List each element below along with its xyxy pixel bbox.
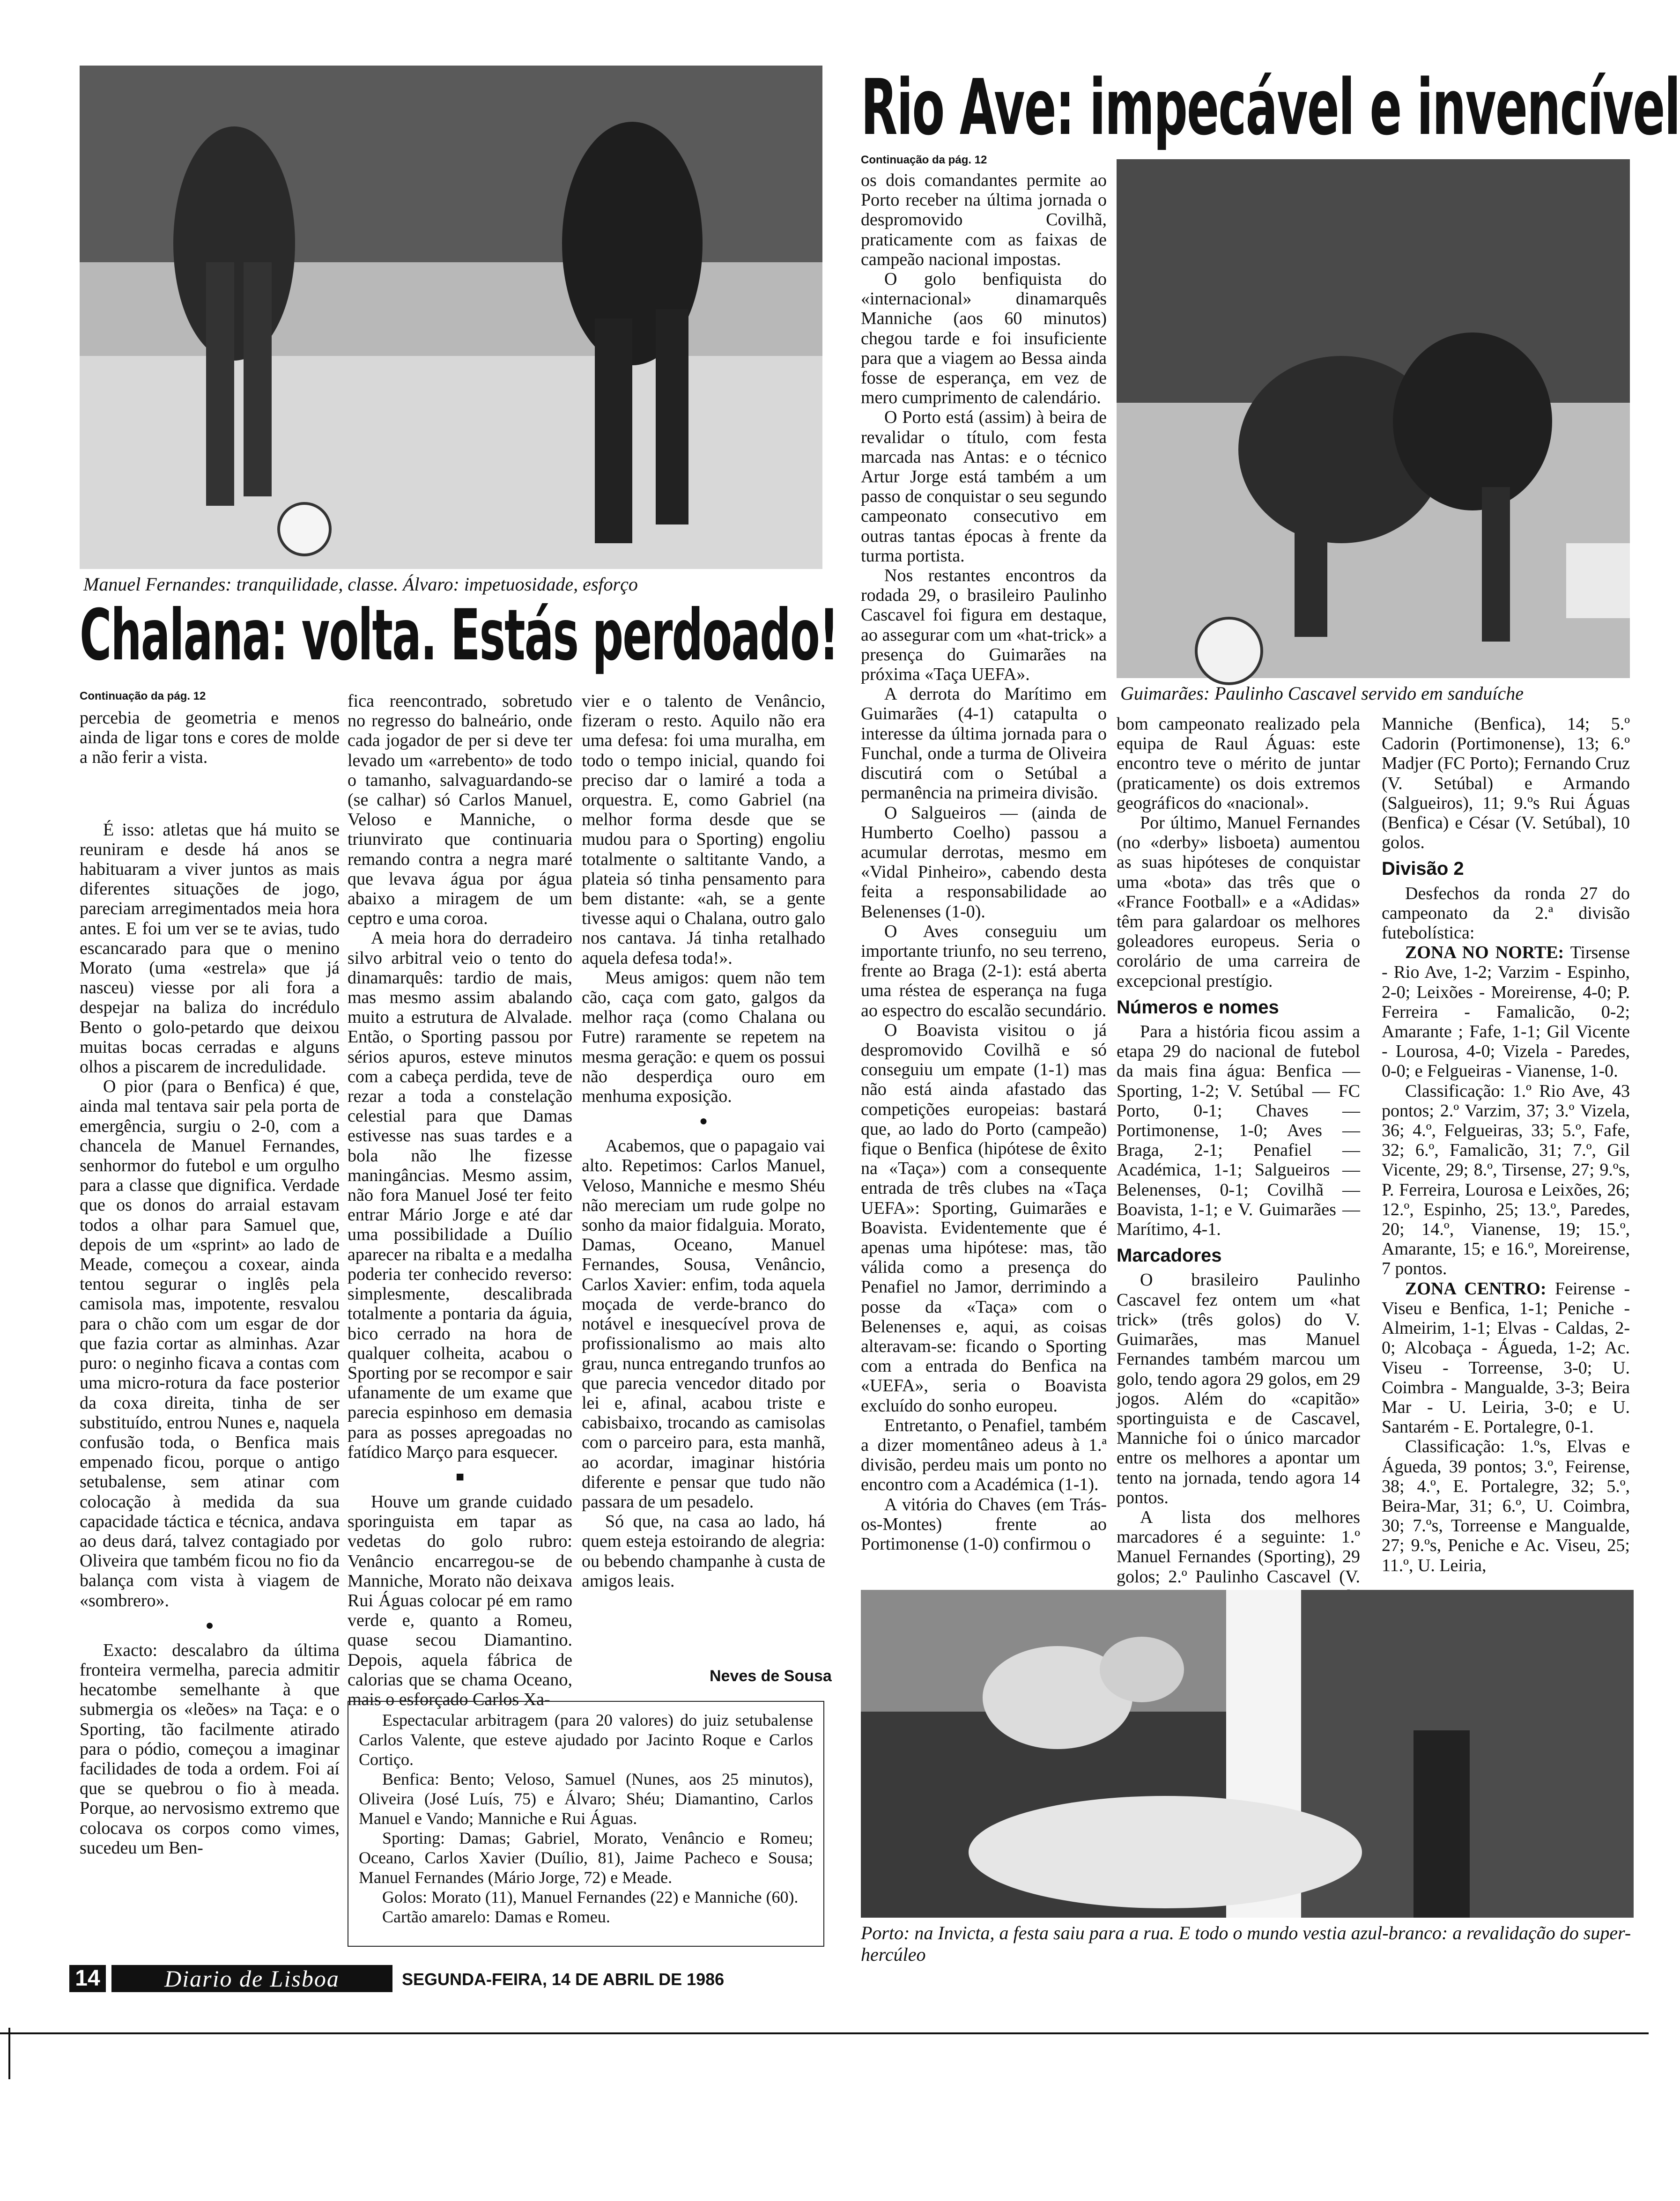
paragraph: O pior (para o Benfica) é que, ainda mal tentava sair pela porta de emergência, surgiu o 2-0, com a chancela de Manuel Fernandes, senhormor do futebol e um orgulho para a classe que dignifica. Verdade que os donos do arraial estavam todos a olhar para Samuel que, depois de um «sprint» ao lado de Meade, começou a coxear, ainda tentou segurar o inglês pela camisola mas, impotente, resvalou para o chão com um esgar de dor que fazia cortar as alminhas. Azar puro: o neginho ficava a contas com uma micro-rotura da face posterior da coxa direita, tinha de ser substituído, entrou Nunes e, naquela confusão toda, o Benfica mais empenado ficou, porque o antigo setubalense, sem atinar com colocação à medida da sua capacidade táctica e técnica, andava ao deus dará, talvez contagiado por Oliveira que também ficou no fio da balança com vista à viagem de «sombrero».	[80, 1077, 340, 1610]
match-summary-box	[348, 1701, 824, 1947]
paragraph: percebia de geometria e menos ainda de ligar tons e cores de molde a não ferir a vista.	[80, 708, 340, 768]
paragraph: O Boavista visitou o já despromovido Covilhã e só conseguiu um empate (1-1) mas não está ainda afastado das competições europeias: bastará que, ao lado do Porto (campeão) fique o Benfica (hipótese de êxito na «Taça») com a consequente entrada de três clubes na «Taça UEFA»: Sporting, Guimarães e Boavista. Evidentemente que é apenas uma hipótese: mas, tão válida como a presença do Penafiel no Jamor, derrimindo a posse da «Taça» com o Belenenses e, aqui, as coisas alteravam-se: ficando o Sporting com a entrada do Benfica na «UEFA», seria o Boavista excluído do sonho europeu.	[861, 1020, 1107, 1416]
chalana-headline: Chalana: volta. Estás perdoado!	[80, 595, 838, 676]
continuation-label-right: Continuação da pág. 12	[861, 154, 987, 166]
bottom-rule	[0, 2032, 1649, 2034]
celebration-photo	[861, 1590, 1634, 1918]
page-number: 14	[69, 1965, 106, 1992]
separator-bullet: ●	[699, 1113, 708, 1129]
paragraph: Por último, Manuel Fernandes (no «derby» lisboeta) aumentou as suas hipóteses de conquistar uma «bota» das três que o «France Football» e a «Adidas» têm para galardoar os melhores goleadores europeus. Seria o corolário de uma carreira de excepcional prestígio.	[1117, 813, 1360, 991]
separator-bullet: ■	[455, 1469, 465, 1485]
football-photo-icon-right	[1117, 159, 1630, 678]
rio-ave-headline: Rio Ave: impecável e invencível	[861, 63, 1680, 152]
paragraph: A derrota do Marítimo em Guimarães (4-1) catapulta o interesse da última jornada para o Funchal, onde a turma de Oliveira discutirá com o Setúbal a permanência na primeira divisão.	[861, 684, 1107, 803]
paragraph: Meus amigos: quem não tem cão, caça com gato, galgos da melhor raça (como Chalana ou Futre) raramente se repetem na mesma geração: e quem os possui não desperdiça ouro em menhuma exposição.	[582, 968, 825, 1107]
paragraph: Só que, na casa ao lado, há quem esteja estoirando de alegria: ou bebendo champanhe à custa de amigos leais.	[582, 1512, 825, 1591]
zona-norte-label: ZONA NO NORTE:	[1405, 943, 1564, 963]
paragraph: O golo benfiquista do «internacional» dinamarquês Manniche (aos 60 minutos) chegou tarde e foi insuficiente para que a viagem ao Bessa ainda fosse de esperança, em vez de mero cumprimento de calendário.	[861, 269, 1107, 408]
paragraph: O Porto está (assim) à beira de revalidar o título, com festa marcada nas Antas: e o técnico Artur Jorge está também a um passo de conquistar o seu segundo campeonato consecutivo em outras tantas épocas à frente da turma portista.	[861, 407, 1107, 566]
paragraph: vier e o talento de Venâncio, fizeram o resto. Aquilo não era uma defesa: foi uma muralha, em todo o tempo inicial, quando foi preciso dar o lamiré a toda a orquestra. E, como Gabriel (na melhor forma desde que se mudou para o Sporting) engoliu totalmente o saltitante Vando, a plateia só tinha pensamento para bem distante: «ah, se a gente tivesse aqui o Chalana, outro galo nos cantava. Já tinha retalhado aquela defesa toda!».	[582, 691, 825, 968]
scorers-heading: Marcadores	[1117, 1245, 1222, 1266]
byline: Neves de Sousa	[710, 1667, 832, 1685]
chalana-column-2	[348, 691, 572, 1709]
paragraph: bom campeonato realizado pela equipa de Raul Águas: este encontro teve o mérito de juntar (praticamente) os dois extremos geográficos do «nacional».	[1117, 714, 1360, 813]
paragraph: Exacto: descalabro da última fronteira vermelha, parecia admitir hecatombe semelhante à que submergia os «leões» na Taça: e o Sporting, tão facilmente atirado para o pódio, começou a imaginar facilidades de toda a ordem. Foi aí que se quebrou o fio à meada. Porque, ao nervosismo extremo que colocava os corpos como vimes, sucedeu um Ben-	[80, 1640, 340, 1858]
football-photo-icon	[80, 66, 822, 569]
paragraph: os dois comandantes permite ao Porto receber na última jornada o despromovido Covilhã, praticamente com as faixas de campeão nacional impostas.	[861, 170, 1107, 269]
paragraph: Desfechos da ronda 27 do campeonato da 2.ª divisão futebolística:	[1382, 883, 1630, 943]
zona-centro-results: Feirense - Viseu e Benfica, 1-1; Peniche - Almeirim, 1-1; Elvas - Caldas, 2-0; Alcobaça - Águeda, 1-2; Ac. Viseu - Torreense, 3-0; U. Coimbra - Mangualde, 3-3; Beira Mar - U. Leiria, 3-0; e U. Santarém - E. Portalegre, 0-1.	[1382, 1278, 1630, 1437]
summary-line: Benfica: Bento; Veloso, Samuel (Nunes, aos 25 minutos), Oliveira (José Luís, 75) e Álvaro; Shéu; Diamantino, Carlos Manuel e Vando; Manniche e Rui Águas.	[359, 1770, 813, 1828]
division-2-heading: Divisão 2	[1382, 858, 1464, 879]
photo-caption-bottom: Porto: na Invicta, a festa saiu para a rua. E todo o mundo vestia azul-branco: a revalidação do super-hercúleo	[861, 1922, 1631, 1965]
celebration-photo-icon	[861, 1590, 1634, 1918]
photo-caption-left: Manuel Fernandes: tranquilidade, classe. Álvaro: impetuosidade, esforço	[83, 574, 638, 595]
paragraph: fica reencontrado, sobretudo no regresso do balneário, onde cada jogador de per si deve ter levado um «arrebento» de todo o tamanho, salvaguardando-se (se calhar) só Carlos Manuel, Veloso e Manniche, o triunvirato que continuaria remando contra a negra maré que levava água por água abaixo a miragem de um ceptro e uma coroa.	[348, 691, 572, 929]
paragraph: Classificação: 1.º Rio Ave, 43 pontos; 2.º Varzim, 37; 3.º Vizela, 36; 4.º, Felgueiras, 33; 5.º, Fafe, 32; 6.º, Famalicão, 31; 7.º, Gil Vicente, 29; 8.º, Tirsense, 27; 9.ºs, P. Ferreira, Lourosa e Leixões, 26; 12.º, Espinho, 25; 13.º, Paredes, 20; 14.º, Vianense, 19; 15.º, Amarante, 15; e 16.º, Moreirense, 7 pontos.	[1382, 1081, 1630, 1279]
paragraph: A meia hora do derradeiro silvo arbitral veio o tento do dinamarquês: tardio de mais, mas mesmo assim abalando muito a estrutura de Alvalade. Então, o Sporting passou por sérios apuros, esteve minutos com a cabeça perdida, teve de rezar a toda a constelação celestial para que Damas estivesse nas suas tardes e a bola não lhe fizesse maningâncias. Mesmo assim, não fora Manuel José ter feito entrar Mário Jorge e até dar uma possibilidade a Duílio aparecer na ribalta e a medalha poderia ter conhecido reverso: simplesmente, descalibrada totalmente a pontaria da águia, bico cerrado na hora de qualquer colheita, acabou o Sporting por se recompor e sair ufanamente de um exame que parecia espinhoso em demasia para as posses apregoadas no fatídico Março para esquecer.	[348, 928, 572, 1462]
rio-ave-column-3	[1382, 714, 1630, 1585]
numbers-heading: Números e nomes	[1117, 997, 1279, 1018]
football-photo-left	[80, 66, 822, 569]
football-photo-right	[1117, 159, 1630, 678]
paragraph: A vitória do Chaves (em Trás-os-Montes) frente ao Portimonense (1-0) confirmou o	[861, 1494, 1107, 1554]
chalana-column-3	[582, 691, 825, 1670]
photo-caption-right: Guimarães: Paulinho Cascavel servido em sanduíche	[1120, 683, 1524, 704]
paragraph: Manniche (Benfica), 14; 5.º Cadorin (Portimonense), 13; 6.º Madjer (FC Porto); Fernando Cruz (V. Setúbal) e Armando (Salgueiros), 11; 9.ºs Rui Águas (Benfica) e César (V. Setúbal), 10 golos.	[1382, 714, 1630, 853]
paragraph: É isso: atletas que há muito se reuniram e desde há anos se habituaram a viver juntos as mais diferentes situações de jogo, pareciam arregimentados meia hora antes. E foi um ver se te avias, tudo escancarado para que o menino Morato (uma «estrela» que já nasceu) viesse por ali fora a despejar na baliza do incrédulo Bento o golo-petardo que deixou muitas bocas cerradas e alguns olhos a piscarem de incredulidade.	[80, 820, 340, 1077]
paragraph: A lista dos melhores marcadores é a seguinte: 1.º Manuel Fernandes (Sporting), 29 golos; 2.º Paulinho Cascavel (V.	[1117, 1507, 1360, 1587]
paragraph: Acabemos, que o papagaio vai alto. Repetimos: Carlos Manuel, Veloso, Manniche e mesmo Shéu não mereciam um rude golpe no sonho da maior fidalguia. Morato, Damas, Oceano, Manuel Fernandes, Sousa, Venâncio, Carlos Xavier: enfim, toda aquela moçada de verde-branco do notável e inesquecível prova de profissionalismo ao mais alto grau, nunca entregando trunfos ao que parecia vencedor ditado por lei e, afinal, acabou triste e cabisbaixo, trocando as camisolas com o parceiro para, esta manhã, ao acordar, imaginar história diferente e pensar que tudo não passara de um pesadelo.	[582, 1136, 825, 1512]
paragraph: Nos restantes encontros da rodada 29, o brasileiro Paulinho Cascavel foi figura em destaque, ao assegurar com um «hat-trick» a presença do Guimarães na próxima «Taça UEFA».	[861, 566, 1107, 685]
paragraph: Houve um grande cuidado sporinguista em tapar as vedetas do golo rubro: Venâncio encarregou-se de Manniche, Morato não deixava Rui Águas colocar pé em ramo verde e, quanto a Romeu, quase secou Diamantino. Depois, aquela fábrica de calorias que se chama Oceano, mais o esforçado Carlos Xa-	[348, 1492, 572, 1709]
summary-line: Espectacular arbitragem (para 20 valores) do juiz setubalense Carlos Valente, que esteve ajudado por Jacinto Roque e Carlos Cortiço.	[359, 1711, 813, 1769]
paragraph: O Salgueiros — (ainda de Humberto Coelho) passou a acumular derrotas, mesmo em «Vidal Pinheiro», cabendo desta feita a responsabilidade ao Belenenses (1-0).	[861, 803, 1107, 922]
summary-line: Sporting: Damas; Gabriel, Morato, Venâncio e Romeu; Oceano, Carlos Xavier (Duílio, 81), Jaime Pacheco e Sousa; Manuel Fernandes (Mário Jorge, 72) e Meade.	[359, 1829, 813, 1887]
paragraph: Entretanto, o Penafiel, também a dizer momentâneo adeus à 1.ª divisão, perdeu mais um ponto no encontro com a Académica (1-1).	[861, 1415, 1107, 1495]
paragraph: Classificação: 1.ºs, Elvas e Águeda, 39 pontos; 3.º, Feirense, 38; 4.º, E. Portalegre, 32; 5.º, Beira-Mar, 31; 6.º, U. Coimbra, 30; 7.ºs, Torreense e Mangualde, 27; 9.ºs, Peniche e Ac. Viseu, 25; 11.º, U. Leiria,	[1382, 1437, 1630, 1575]
summary-line: Golos: Morato (11), Manuel Fernandes (22) e Manniche (60).	[382, 1888, 799, 1906]
left-margin-mark	[8, 2028, 10, 2079]
chalana-column-1	[80, 708, 340, 1958]
paragraph	[1382, 1279, 1630, 1437]
separator-bullet: ●	[205, 1617, 214, 1633]
issue-date: SEGUNDA-FEIRA, 14 DE ABRIL DE 1986	[402, 1970, 725, 1989]
paragraph: O brasileiro Paulinho Cascavel fez ontem um «hat trick» (três golos) do V. Guimarães, mas Manuel Fernandes também marcou um golo, tendo agora 29 golos, em 29 jogos. Além do «capitão» sportinguista e de Cascavel, Manniche foi o único marcador entre os melhores a apontar um tento na jornada, tendo agora 14 pontos.	[1117, 1270, 1360, 1507]
summary-line: Cartão amarelo: Damas e Romeu.	[382, 1907, 610, 1926]
rio-ave-column-1	[861, 170, 1107, 1589]
zona-centro-label: ZONA CENTRO:	[1405, 1278, 1547, 1299]
rio-ave-column-2	[1117, 714, 1360, 1585]
paragraph: Para a história ficou assim a etapa 29 do nacional de futebol da mais fina água: Benfica — Sporting, 1-2; V. Setúbal — FC Porto, 0-1; Chaves — Portimonense, 1-0; Aves — Braga, 2-1; Penafiel — Académica, 1-1; Salgueiros — Belenenses, 0-1; Covilhã — Boavista, 1-1; e V. Guimarães — Marítimo, 4-1.	[1117, 1022, 1360, 1240]
paragraph	[1382, 943, 1630, 1081]
zona-norte-results: Tirsense - Rio Ave, 1-2; Varzim - Espinho, 2-0; Leixões - Moreirense, 4-0; P. Ferreira - Famalicão, 0-2; Amarante ; Fafe, 1-1; Gil Vicente - Lourosa, 4-0; Vizela - Paredes, 0-0; e Felgueiras - Vianense, 1-0.	[1382, 943, 1630, 1081]
continuation-label: Continuação da pág. 12	[80, 690, 206, 702]
paragraph: O Aves conseguiu um importante triunfo, no seu terreno, frente ao Braga (2-1): está aberta uma réstea de esperança na fuga ao espectro do escalão secundário.	[861, 921, 1107, 1020]
newspaper-title: Diario de Lisboa	[111, 1965, 392, 1992]
